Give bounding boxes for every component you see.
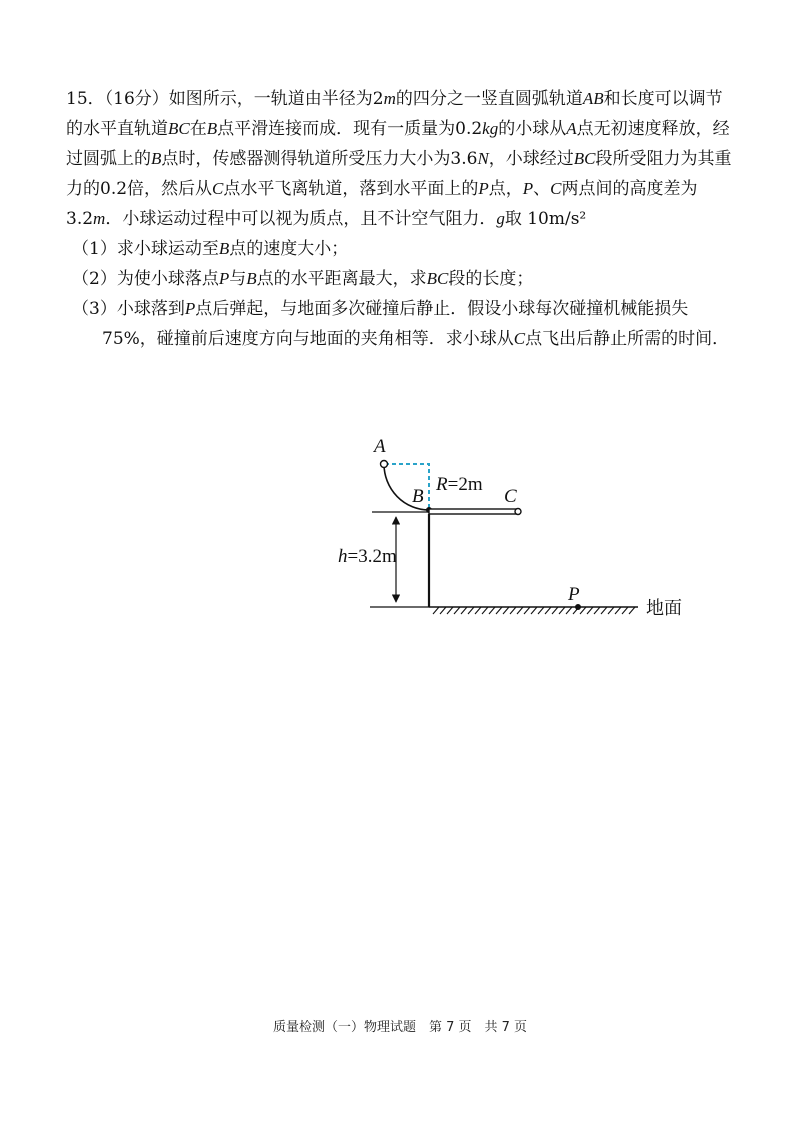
sub-question-label: （1）	[72, 239, 117, 259]
label-r-symbol: R	[436, 474, 448, 495]
hatch-stroke	[594, 607, 600, 614]
hatch-stroke	[489, 607, 495, 614]
label-b: B	[412, 486, 424, 507]
variable-symbol: P	[522, 179, 534, 198]
question-number: 15．	[66, 89, 105, 109]
hatch-stroke	[622, 607, 628, 614]
hatch-stroke	[629, 607, 635, 614]
variable-symbol: P	[478, 179, 489, 198]
hatch-stroke	[475, 607, 481, 614]
hatch-stroke	[615, 607, 621, 614]
label-h-symbol: h	[338, 546, 348, 567]
variable-symbol: P	[218, 269, 230, 288]
sub-question-2	[66, 264, 736, 294]
variable-symbol: N	[477, 149, 489, 168]
stem-text: 如图所示，一轨道由半径为2m的四分之一竖直圆弧轨道AB和长度可以调节的水平直轨道BC在B点平滑连接而成．现有一质量为0.2kg的小球从A点无初速度释放，经过圆弧上的B点时，传感器测得轨道所受压力大小为3.6N，小球经过BC段所受阻力为其重力的0.2倍，然后从C点水平飞离轨道，落到水平面上的P点，P、C两点间的高度差为3.2m．小球运动过程中可以视为质点，且不计空气阻力．g取 10m/s²	[66, 89, 732, 229]
hatch-stroke	[587, 607, 593, 614]
hatch-stroke	[559, 607, 565, 614]
variable-symbol: B	[206, 119, 218, 138]
hatch-stroke	[552, 607, 558, 614]
variable-symbol: P	[184, 299, 196, 318]
sub-question-1	[66, 234, 736, 264]
label-c: C	[504, 486, 517, 507]
hatch-stroke	[566, 607, 572, 614]
sub-question-text: 为使小球落点P与B点的水平距离最大，求BC段的长度；	[116, 269, 534, 289]
hatch-stroke	[608, 607, 614, 614]
variable-symbol: m	[93, 209, 106, 228]
hatch-stroke	[461, 607, 467, 614]
hatch-stroke	[454, 607, 460, 614]
sub-question-label: （2）	[72, 269, 117, 289]
point-c-ball	[515, 509, 521, 515]
hatch-stroke	[482, 607, 488, 614]
ground-hatching	[433, 607, 635, 614]
variable-symbol: m	[383, 89, 396, 108]
hatch-stroke	[510, 607, 516, 614]
point-a-ball	[381, 461, 388, 468]
variable-symbol: BC	[573, 149, 596, 168]
variable-symbol: BC	[168, 119, 190, 138]
label-h	[338, 546, 397, 567]
track-diagram-svg	[340, 430, 700, 630]
variable-symbol: C	[212, 179, 224, 198]
variable-symbol: BC	[426, 269, 449, 288]
hatch-stroke	[503, 607, 509, 614]
sub-question-text: 求小球运动至B点的速度大小；	[116, 239, 349, 259]
label-a: A	[374, 436, 386, 457]
label-h-value: =3.2m	[347, 546, 397, 567]
hatch-stroke	[440, 607, 446, 614]
variable-symbol: B	[218, 239, 230, 258]
sub-question-label: （3）	[72, 299, 117, 319]
page-footer: 质量检测（一）物理试题 第 7 页 共 7 页	[272, 1020, 528, 1035]
variable-symbol: g	[496, 209, 505, 228]
sub-question-3	[66, 294, 736, 354]
variable-symbol: C	[550, 179, 562, 198]
hatch-stroke	[433, 607, 439, 614]
hatch-stroke	[517, 607, 523, 614]
horizontal-track-bc	[429, 509, 519, 514]
variable-symbol: kg	[482, 119, 499, 138]
variable-symbol: A	[566, 119, 577, 138]
label-p: P	[568, 584, 580, 605]
question-stem	[66, 84, 736, 234]
question-15	[66, 84, 736, 354]
variable-symbol: B	[151, 149, 162, 168]
label-r-value: =2m	[447, 474, 483, 495]
variable-symbol: B	[246, 269, 257, 288]
sub-question-text: 小球落到P点后弹起，与地面多次碰撞后静止．假设小球每次碰撞机械能损失75%，碰撞前后速度方向与地面的夹角相等．求小球从C点飞出后静止所需的时间．	[102, 299, 730, 349]
hatch-stroke	[468, 607, 474, 614]
hatch-stroke	[447, 607, 453, 614]
hatch-stroke	[496, 607, 502, 614]
label-ground: 地面	[646, 598, 682, 619]
hatch-stroke	[545, 607, 551, 614]
hatch-stroke	[580, 607, 586, 614]
hatch-stroke	[531, 607, 537, 614]
label-r	[435, 474, 483, 495]
hatch-stroke	[601, 607, 607, 614]
hatch-stroke	[524, 607, 530, 614]
variable-symbol: AB	[582, 89, 604, 108]
track-diagram	[340, 430, 700, 630]
hatch-stroke	[538, 607, 544, 614]
question-score: （16分）	[104, 89, 169, 109]
variable-symbol: C	[513, 329, 526, 348]
